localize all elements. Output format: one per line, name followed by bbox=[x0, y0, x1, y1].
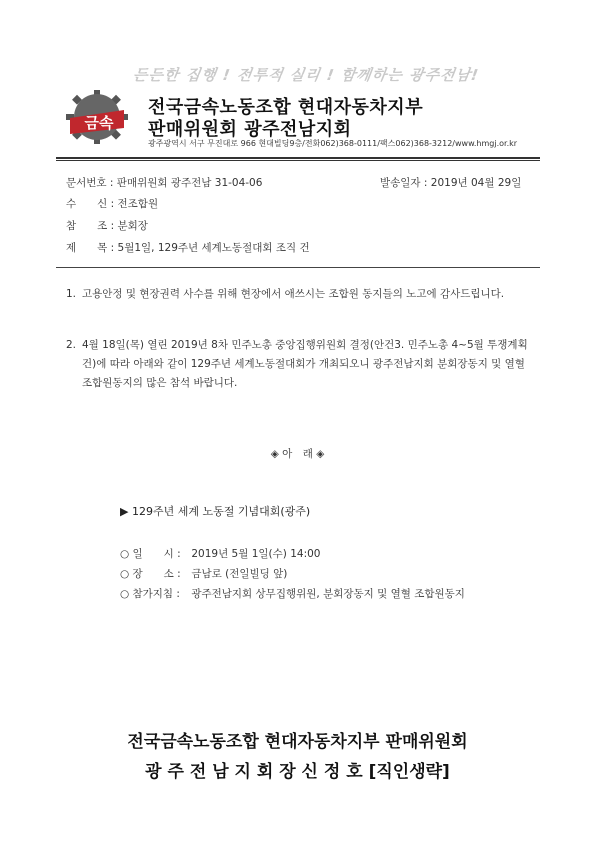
org-name-line2: 판매위원회 광주전남지회 bbox=[148, 119, 352, 140]
event-item bbox=[120, 566, 287, 581]
subject-row bbox=[66, 240, 310, 255]
paragraph-2-text: 4월 18일(목) 열린 2019년 8차 민주노총 중앙집행위원회 결정(안건3. 민주노총 4~5월 투쟁계획 건)에 따라 아래와 같이 129주년 세계노동절대회가 개최되오니 광주전남지회 분회장동지 및 열혈 조합원동지의 많은 참석 바랍니다. bbox=[82, 339, 528, 389]
doc-number-row bbox=[66, 175, 262, 190]
event-item bbox=[120, 586, 465, 601]
event-item bbox=[120, 546, 320, 561]
send-date: 2019년 04월 29일 bbox=[430, 177, 522, 189]
doc-number: 판매위원회 광주전남 31-04-06 bbox=[116, 177, 263, 189]
doc-number-label: 문서번호 : bbox=[66, 177, 114, 189]
event-item-label: ○ 장 소 : bbox=[120, 568, 181, 580]
event-item-value: 2019년 5월 1일(수) 14:00 bbox=[191, 548, 321, 560]
notice-heading: ◈ 아 래 ◈ bbox=[270, 448, 325, 460]
union-logo bbox=[64, 88, 130, 146]
recipient-row bbox=[66, 196, 158, 211]
subject-label: 제 목 : bbox=[66, 242, 115, 254]
event-item-value: 광주전남지회 상무집행위원, 분회장동지 및 열혈 조합원동지 bbox=[191, 588, 465, 600]
signature-org: 전국금속노동조합 현대자동차지부 판매위원회 bbox=[127, 732, 468, 752]
header-divider bbox=[56, 157, 540, 159]
contact-address: 광주광역시 서구 무진대로 966 현대빌딩9층/전화062)368-0111/팩스062)368-3212/www.hmgj.or.kr bbox=[148, 139, 518, 148]
send-date-label: 발송일자 : bbox=[380, 177, 428, 189]
reference: 분회장 bbox=[117, 220, 148, 232]
recipient: 전조합원 bbox=[117, 198, 159, 210]
logo-text: 금속 bbox=[84, 114, 114, 132]
event-title: ▶ 129주년 세계 노동절 기념대회(광주) bbox=[120, 505, 311, 518]
paragraph-1 bbox=[66, 285, 536, 304]
recipient-label: 수 신 : bbox=[66, 198, 115, 210]
reference-row bbox=[66, 218, 148, 233]
signature-chair: 광 주 전 남 지 회 장 신 정 호 [직인생략] bbox=[145, 762, 450, 782]
org-name-line1: 전국금속노동조합 현대자동차지부 bbox=[148, 97, 424, 118]
event-item-label: ○ 일 시 : bbox=[120, 548, 181, 560]
event-item-value: 금남로 (전일빌딩 앞) bbox=[191, 568, 288, 580]
subject: 5월1일, 129주년 세계노동절대회 조직 건 bbox=[117, 242, 310, 254]
send-date-row bbox=[380, 175, 521, 190]
paragraph-2-number: 2. bbox=[66, 339, 77, 351]
slogan: 든든한 집행 ! 전투적 실리 ! 함께하는 광주전남! bbox=[131, 66, 481, 84]
paragraph-2 bbox=[66, 336, 536, 393]
reference-label: 참 조 : bbox=[66, 220, 115, 232]
paragraph-1-number: 1. bbox=[66, 288, 77, 300]
event-item-label: ○ 참가지침 : bbox=[120, 588, 180, 600]
header-divider-thin bbox=[56, 160, 540, 161]
paragraph-1-text: 고용안정 및 현장권력 사수를 위해 현장에서 애쓰시는 조합원 동지들의 노고에 감사드립니다. bbox=[82, 288, 505, 300]
subject-divider bbox=[56, 267, 540, 268]
